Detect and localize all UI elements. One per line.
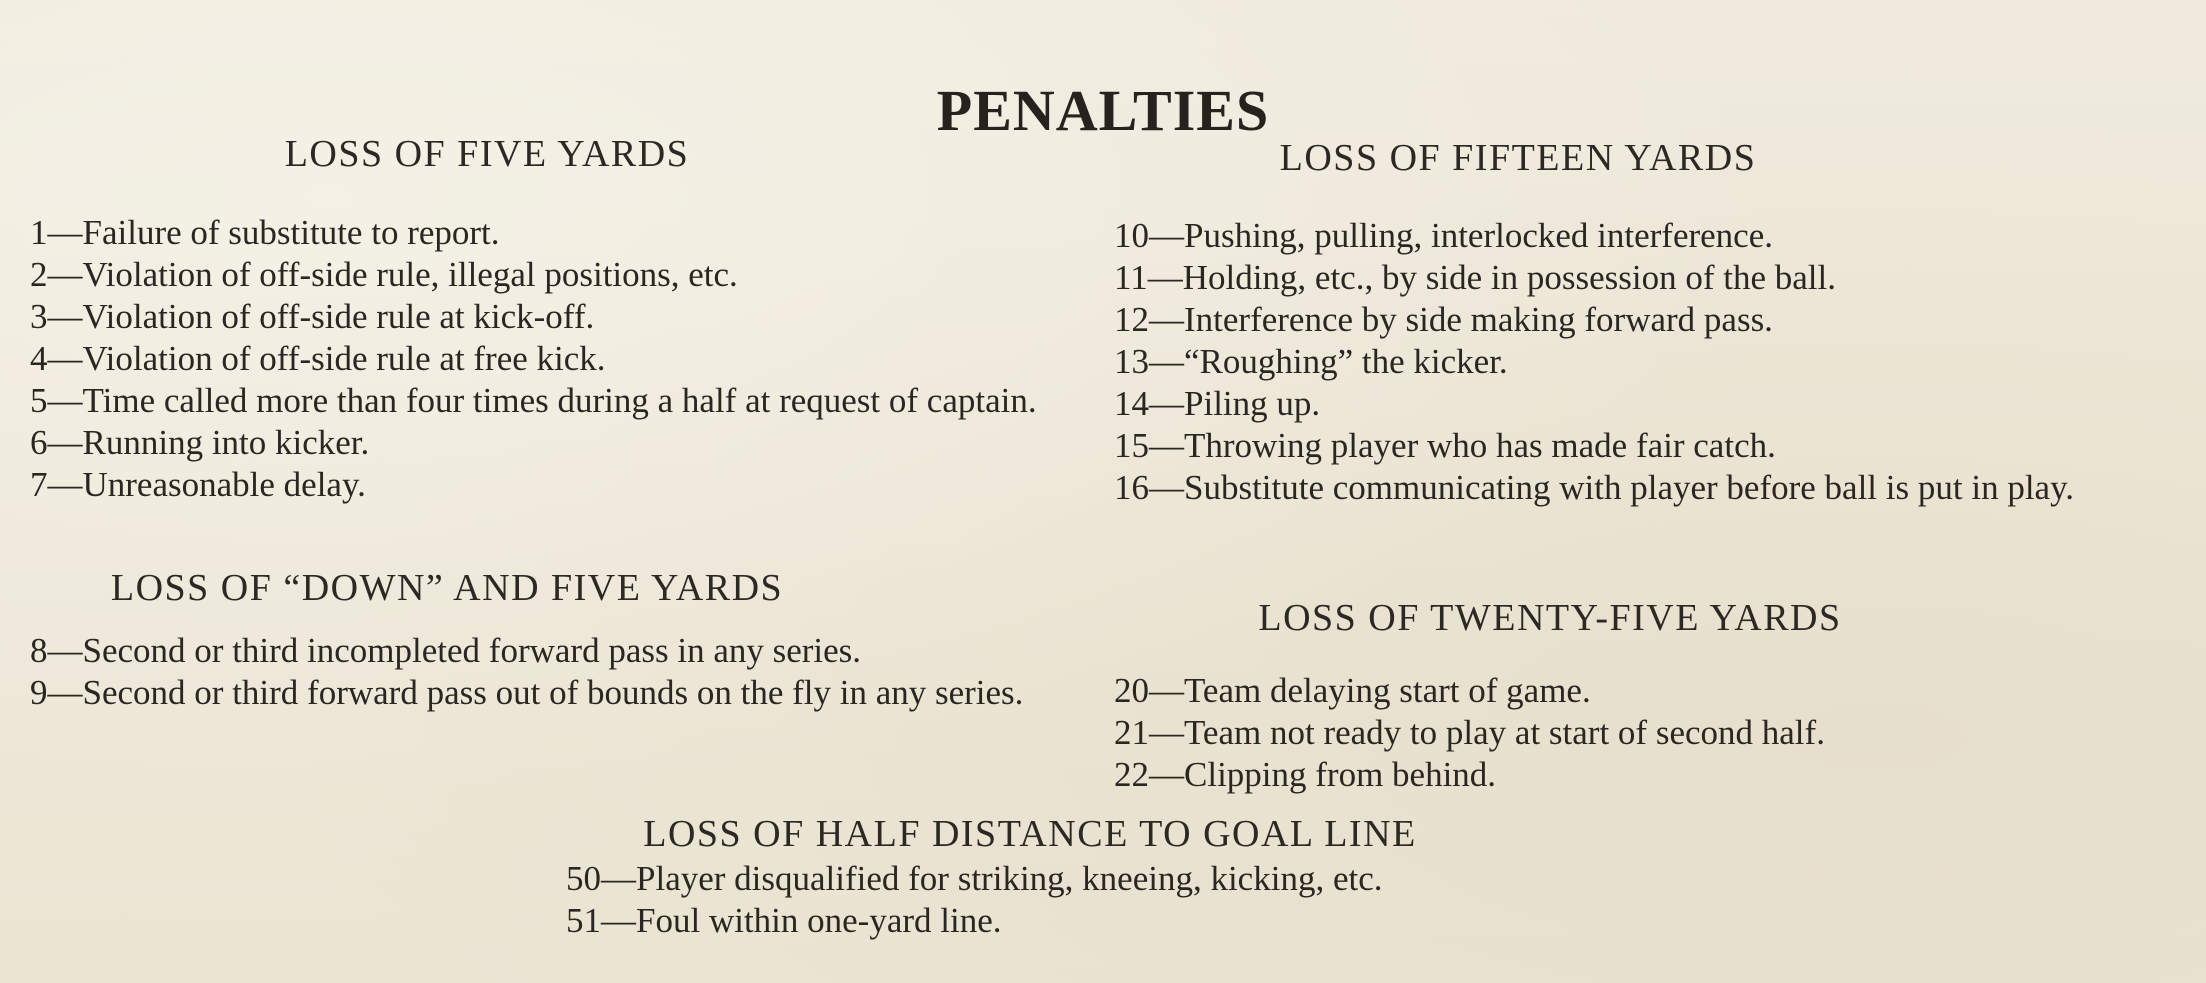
penalty-item: 9—Second or third forward pass out of bounds on the fly in any series. <box>30 673 1024 712</box>
penalty-item: 8—Second or third incompleted forward pass in any series. <box>30 631 862 670</box>
penalty-item: 10—Pushing, pulling, interlocked interference. <box>1114 216 1774 255</box>
penalty-item: 15—Throwing player who has made fair catch. <box>1114 426 1776 465</box>
penalty-item: 4—Violation of off-side rule at free kick. <box>30 339 606 378</box>
section-loss-fifteen-yards <box>1114 136 2162 509</box>
penalty-item: 12—Interference by side making forward pass. <box>1114 300 1773 339</box>
section-heading: LOSS OF FIFTEEN YARDS <box>1279 137 1757 179</box>
penalty-item: 50—Player disqualified for striking, kneeing, kicking, etc. <box>566 859 1383 898</box>
penalty-item: 13—“Roughing” the kicker. <box>1114 342 1508 381</box>
penalty-item: 6—Running into kicker. <box>30 423 370 462</box>
penalty-item: 20—Team delaying start of game. <box>1114 671 1591 710</box>
penalty-item: 11—Holding, etc., by side in possession of the ball. <box>1114 258 1836 297</box>
penalty-list <box>1114 670 2162 796</box>
section-heading: LOSS OF “DOWN” AND FIVE YARDS <box>110 567 784 609</box>
penalty-item: 51—Foul within one-yard line. <box>566 901 1002 940</box>
penalty-list <box>566 858 1660 942</box>
section-loss-five-yards <box>30 132 1064 506</box>
section-heading: LOSS OF HALF DISTANCE TO GOAL LINE <box>643 813 1417 855</box>
penalty-item: 14—Piling up. <box>1114 384 1321 423</box>
penalty-list <box>1114 215 2162 509</box>
section-loss-down-and-five-yards <box>30 566 1064 714</box>
section-loss-half-distance <box>560 812 1660 942</box>
penalty-item: 1—Failure of substitute to report. <box>30 213 500 252</box>
page-title: PENALTIES <box>936 77 1270 143</box>
section-heading: LOSS OF TWENTY-FIVE YARDS <box>1258 597 1842 639</box>
penalty-item: 7—Unreasonable delay. <box>30 465 366 504</box>
penalty-item: 21—Team not ready to play at start of second half. <box>1114 713 1825 752</box>
penalty-item: 3—Violation of off-side rule at kick-off. <box>30 297 595 336</box>
section-loss-twenty-five-yards <box>1114 596 2162 796</box>
penalty-item: 16—Substitute communicating with player before ball is put in play. <box>1114 468 2075 507</box>
penalty-item: 22—Clipping from behind. <box>1114 755 1497 794</box>
penalty-list <box>30 630 1064 714</box>
section-heading: LOSS OF FIVE YARDS <box>284 133 690 175</box>
penalty-item: 2—Violation of off-side rule, illegal positions, etc. <box>30 255 738 294</box>
penalty-item: 5—Time called more than four times during a half at request of captain. <box>30 381 1037 420</box>
penalty-list <box>30 212 1064 506</box>
